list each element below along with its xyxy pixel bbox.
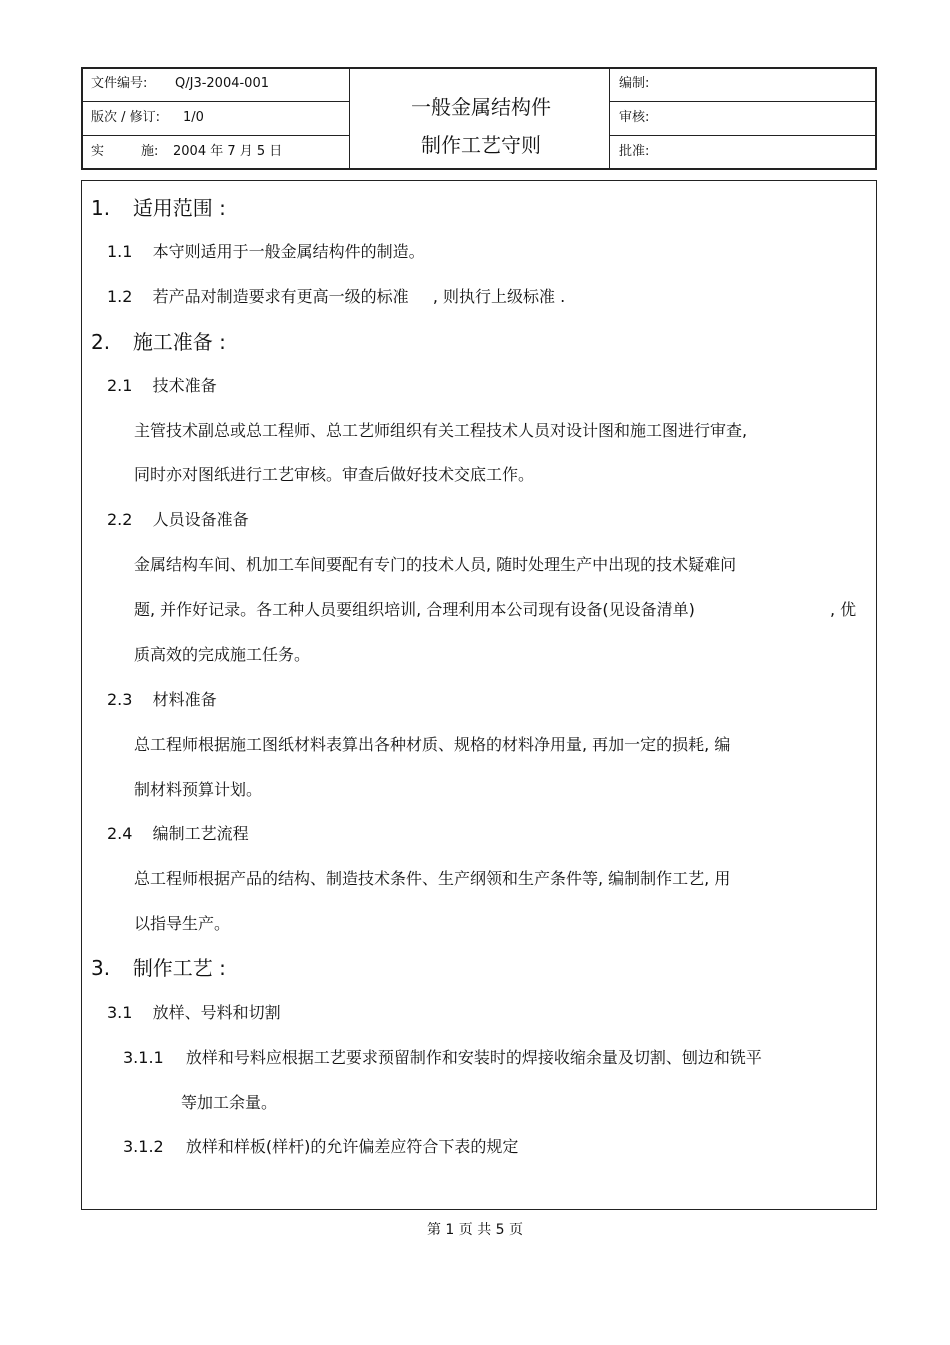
clause-text: , 则执行上级标准 . <box>432 287 566 306</box>
clause-3-1 <box>107 1005 281 1021</box>
doc-number-value: Q/J3-2004-001 <box>175 76 269 91</box>
section-title: 制作工艺 : <box>132 956 226 980</box>
approved-by-label: 批准: <box>619 144 650 159</box>
paragraph-line: 总工程师根据产品的结构、制造技术条件、生产纲领和生产条件等, 编制制作工艺, 用 <box>134 869 731 888</box>
clause-number: 2.2 <box>107 510 133 529</box>
header-row-line <box>83 135 349 136</box>
section-title: 施工准备 : <box>132 330 226 354</box>
paragraph-line: 以指导生产。 <box>134 914 231 933</box>
clause-number: 3.1.1 <box>123 1048 164 1067</box>
clause-text: 放样和样板(样杆)的允许偏差应符合下表的规定 <box>185 1137 519 1156</box>
page-number-footer: 第 1 页 共 5 页 <box>426 1222 524 1238</box>
clause-title: 编制工艺流程 <box>152 824 249 843</box>
section-number: 3. <box>91 956 111 980</box>
clause-2-3 <box>107 692 217 708</box>
paragraph-line: 制材料预算计划。 <box>134 780 263 799</box>
version-value: 1/0 <box>183 110 204 125</box>
clause-number: 1.1 <box>107 242 133 261</box>
clause-1-1 <box>107 244 425 260</box>
section-3-heading <box>91 958 226 978</box>
clause-number: 3.1.2 <box>123 1137 164 1156</box>
clause-1-2 <box>107 289 565 305</box>
clause-3-1-2 <box>123 1139 518 1155</box>
document-header-table <box>81 67 877 170</box>
clause-number: 3.1 <box>107 1003 133 1022</box>
clause-title: 技术准备 <box>152 376 217 395</box>
section-1-heading <box>91 198 226 218</box>
clause-number: 2.1 <box>107 376 133 395</box>
prepared-by-label: 编制: <box>619 76 650 91</box>
paragraph-line: 金属结构车间、机加工车间要配有专门的技术人员, 随时处理生产中出现的技术疑难问 <box>134 555 737 574</box>
section-number: 2. <box>91 330 111 354</box>
section-title: 适用范围 : <box>132 196 226 220</box>
header-row-line <box>83 101 349 102</box>
clause-number: 2.4 <box>107 824 133 843</box>
paragraph-line: 等加工余量。 <box>181 1093 278 1112</box>
clause-title: 材料准备 <box>152 690 217 709</box>
paragraph-line: 题, 并作好记录。各工种人员要组织培训, 合理利用本公司现有设备(见设备清单) <box>134 600 695 619</box>
effective-label-a: 实 <box>91 144 105 159</box>
clause-text: 本守则适用于一般金属结构件的制造。 <box>152 242 425 261</box>
title-line-2: 制作工艺守则 <box>421 133 541 157</box>
version-label: 版次 / 修订: <box>91 110 161 125</box>
effective-label-b: 施: <box>141 144 159 159</box>
doc-number-label: 文件编号: <box>91 76 148 91</box>
clause-2-2 <box>107 512 249 528</box>
header-row-line <box>609 101 875 102</box>
reviewed-by-label: 审核: <box>619 110 650 125</box>
clause-title: 人员设备准备 <box>152 510 249 529</box>
clause-title: 放样、号料和切割 <box>152 1003 281 1022</box>
clause-2-4 <box>107 826 249 842</box>
section-2-heading <box>91 332 226 352</box>
effective-date-value: 2004 年 7 月 5 日 <box>173 144 283 159</box>
header-row-line <box>609 135 875 136</box>
paragraph-line: 主管技术副总或总工程师、总工艺师组织有关工程技术人员对设计图和施工图进行审查, <box>134 421 748 440</box>
header-divider-left <box>349 69 350 168</box>
clause-2-1 <box>107 378 217 394</box>
title-line-1: 一般金属结构件 <box>411 95 551 119</box>
clause-number: 2.3 <box>107 690 133 709</box>
clause-3-1-1 <box>123 1050 762 1066</box>
paragraph-line: 总工程师根据施工图纸材料表算出各种材质、规格的材料净用量, 再加一定的损耗, 编 <box>134 735 731 754</box>
paragraph-line: , 优 <box>830 600 857 619</box>
clause-text: 放样和号料应根据工艺要求预留制作和安装时的焊接收缩余量及切割、刨边和铣平 <box>185 1048 762 1067</box>
clause-number: 1.2 <box>107 287 133 306</box>
paragraph-line: 质高效的完成施工任务。 <box>134 645 311 664</box>
document-title <box>351 69 611 168</box>
paragraph-line: 同时亦对图纸进行工艺审核。审查后做好技术交底工作。 <box>134 465 535 484</box>
section-number: 1. <box>91 196 111 220</box>
clause-text: 若产品对制造要求有更高一级的标准 <box>152 287 409 306</box>
